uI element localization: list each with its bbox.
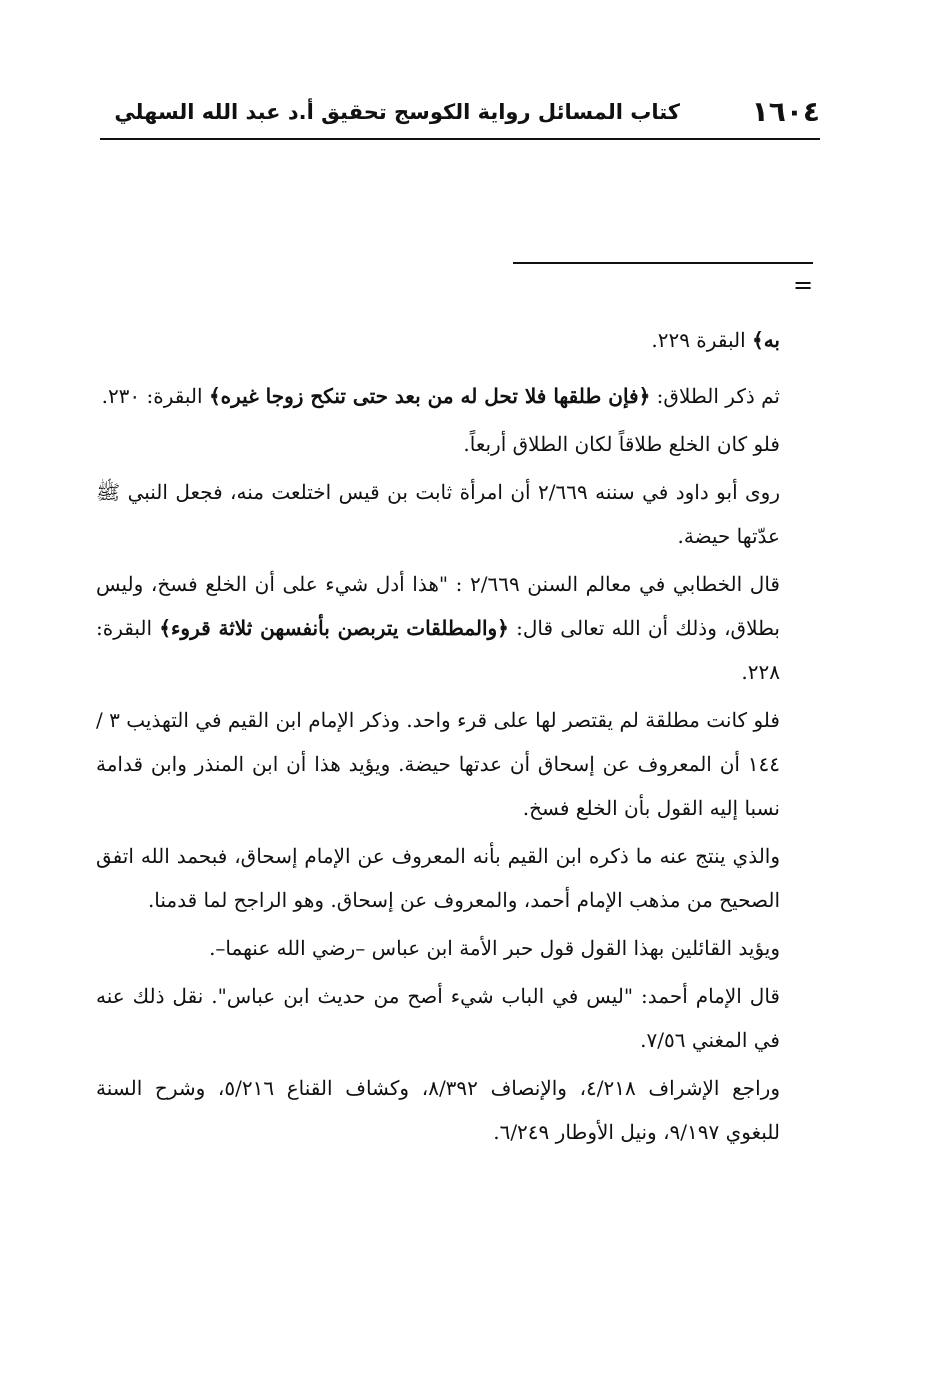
paragraph-text: البقرة: ٢٢٨.: [96, 616, 780, 684]
paragraph-text: وراجع الإشراف ٤/٢١٨، والإنصاف ٨/٣٩٢، وكشاف القناع ٥/٢١٦، وشرح السنة للبغوي ٩/١٩٧، ونيل الأوطار ٦/٢٤٩.: [96, 1076, 780, 1144]
paragraph: [96, 318, 780, 362]
paragraph: [96, 422, 780, 466]
quran-verse: ﴿والمطلقات يتربصن بأنفسهن ثلاثة قروء﴾: [159, 616, 509, 640]
paragraph-text: ويؤيد القائلين بهذا القول قول حبر الأمة ابن عباس –رضي الله عنهما–.: [209, 936, 780, 960]
footnote-body: [96, 318, 780, 1158]
footnote-continuation-marker: =: [792, 271, 814, 299]
page-number: ١٦٠٤: [751, 95, 820, 128]
paragraph-text: روى أبو داود في سننه ٢/٦٦٩ أن امرأة ثابت بن قيس اختلعت منه، فجعل النبي ﷺ عدّتها حيضة.: [96, 480, 781, 548]
paragraph: [96, 926, 780, 970]
paragraph-text: قال الخطابي في معالم السنن ٢/٦٦٩ : "هذا أدل شيء على أن الخلع فسخ، وليس بطلاق، وذلك أن الله تعالى قال:: [96, 572, 780, 640]
paragraph: [96, 1066, 780, 1154]
paragraph-text: قال الإمام أحمد: "ليس في الباب شيء أصح من حديث ابن عباس". نقل ذلك عنه في المغني ٧/٥٦.: [96, 984, 780, 1052]
paragraph: [96, 974, 780, 1062]
header-rule: [100, 138, 820, 140]
paragraph: [96, 374, 780, 418]
paragraph-text: فلو كانت مطلقة لم يقتصر لها على قرء واحد. وذكر الإمام ابن القيم في التهذيب ٣ /١٤٤ أن المعروف عن إسحاق أن عدتها حيضة. ويؤيد هذا أن ابن المنذر وابن قدامة نسبا إليه القول بأن الخلع فسخ.: [96, 708, 780, 820]
paragraph: [96, 698, 780, 830]
page-header: [100, 92, 820, 132]
quran-verse: ﴿فإن طلقها فلا تحل له من بعد حتى تنكح زوجا غيره﴾: [208, 384, 651, 408]
footnote-separator-rule: [513, 262, 813, 264]
running-title: كتاب المسائل رواية الكوسج تحقيق أ.د عبد الله السهلي: [114, 100, 680, 124]
paragraph-text: والذي ينتج عنه ما ذكره ابن القيم بأنه المعروف عن الإمام إسحاق، فبحمد الله اتفق الصحيح من مذهب الإمام أحمد، والمعروف عن إسحاق. وهو الراجح لما قدمنا.: [96, 844, 780, 912]
paragraph-text: البقرة: ٢٣٠.: [101, 384, 209, 408]
paragraph: [96, 562, 780, 694]
paragraph: [96, 470, 780, 558]
paragraph-text: فلو كان الخلع طلاقاً لكان الطلاق أربعاً.: [463, 432, 780, 456]
quran-verse: به﴾: [751, 328, 780, 352]
paragraph-text: ثم ذكر الطلاق:: [650, 384, 780, 408]
paragraph: [96, 834, 780, 922]
paragraph-text: البقرة ٢٢٩.: [651, 328, 752, 352]
